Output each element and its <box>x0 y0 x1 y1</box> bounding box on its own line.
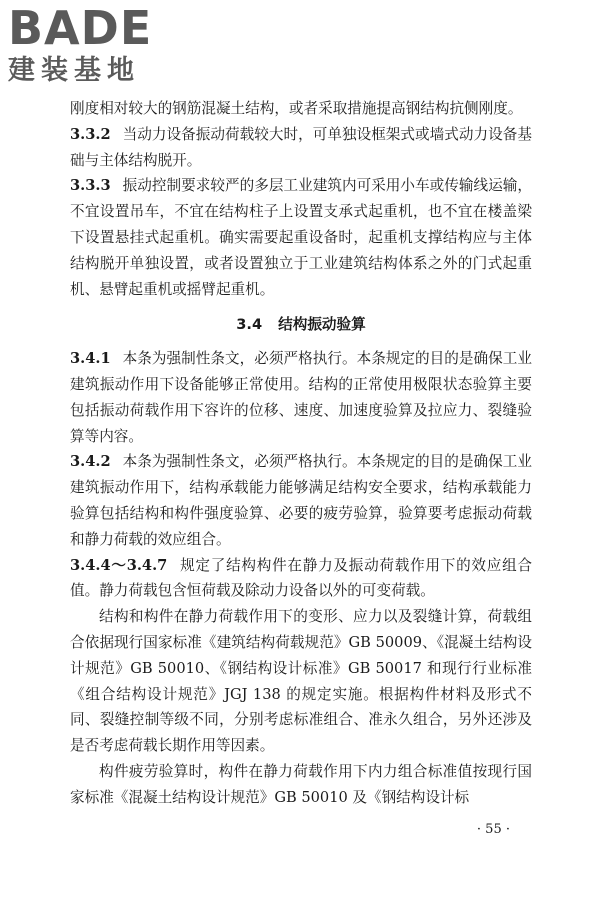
clause-3-4-4-to-3-4-7 <box>70 553 532 605</box>
logo-brand: BADE <box>8 1 153 55</box>
section-heading <box>70 312 532 338</box>
logo-subtitle: 建装基地 <box>8 55 140 86</box>
clause-number: 3.4.4～3.4.7 <box>70 556 168 574</box>
paragraph-continuation: 刚度相对较大的钢筋混凝土结构，或者采取措施提高钢结构抗侧刚度。 <box>70 100 523 117</box>
bade-logo <box>8 1 178 90</box>
paragraph-fatigue: 构件疲劳验算时，构件在静力荷载作用下内力组合标准值按现行国家标准《混凝土结构设计规范》GB 50010 及《钢结构设计标 <box>70 762 532 806</box>
clause-number: 3.3.3 <box>70 177 111 195</box>
clause-text: 本条为强制性条文，必须严格执行。本条规定的目的是确保工业建筑振动作用下，结构承载能力能够满足结构安全要求，结构承载能力验算包括结构和构件强度验算、必要的疲劳验算，验算要考虑振动荷载和静力荷载的效应组合。 <box>70 453 532 548</box>
clause-3-4-2 <box>70 449 532 552</box>
clause-3-4-1 <box>70 346 532 449</box>
section-title: 结构振动验算 <box>278 316 366 334</box>
document-body <box>70 96 532 811</box>
clause-number: 3.3.2 <box>70 125 111 143</box>
clause-text: 本条为强制性条文，必须严格执行。本条规定的目的是确保工业建筑振动作用下设备能够正常使用。结构的正常使用极限状态验算主要包括振动荷载作用下容许的位移、速度、加速度验算及拉应力、裂缝验算等内容。 <box>70 350 532 445</box>
clause-number: 3.4.2 <box>70 453 111 471</box>
clause-3-3-2 <box>70 122 532 174</box>
paragraph-load-combination: 结构和构件在静力荷载作用下的变形、应力以及裂缝计算，荷载组合依据现行国家标准《建筑结构荷载规范》GB 50009、《混凝土结构设计规范》GB 50010、《钢结构设计标准》GB 50017 和现行行业标准《组合结构设计规范》JGJ 138 的规定实施。根据构件材料及形式不同、裂缝控制等级不同，分别考虑标准组合、准永久组合，另外还涉及是否考虑荷载长期作用等因素。 <box>70 608 532 755</box>
clause-number: 3.4.1 <box>70 350 111 368</box>
clause-3-3-3 <box>70 173 532 302</box>
section-number: 3.4 <box>236 316 263 334</box>
clause-text: 规定了结构构件在静力及振动荷载作用下的效应组合值。静力荷载包含恒荷载及除动力设备以外的可变荷载。 <box>70 556 532 600</box>
clause-text: 振动控制要求较严的多层工业建筑内可采用小车或传输线运输，不宜设置吊车，不宜在结构柱子上设置支承式起重机，也不宜在楼盖梁下设置悬挂式起重机。确实需要起重设备时，起重机支撑结构应与主体结构脱开单独设置，或者设置独立于工业建筑结构体系之外的门式起重机、悬臂起重机或摇臂起重机。 <box>70 177 532 298</box>
clause-text: 当动力设备振动荷载较大时，可单独设框架式或墙式动力设备基础与主体结构脱开。 <box>70 125 532 169</box>
page-number: · 55 · <box>476 822 510 837</box>
